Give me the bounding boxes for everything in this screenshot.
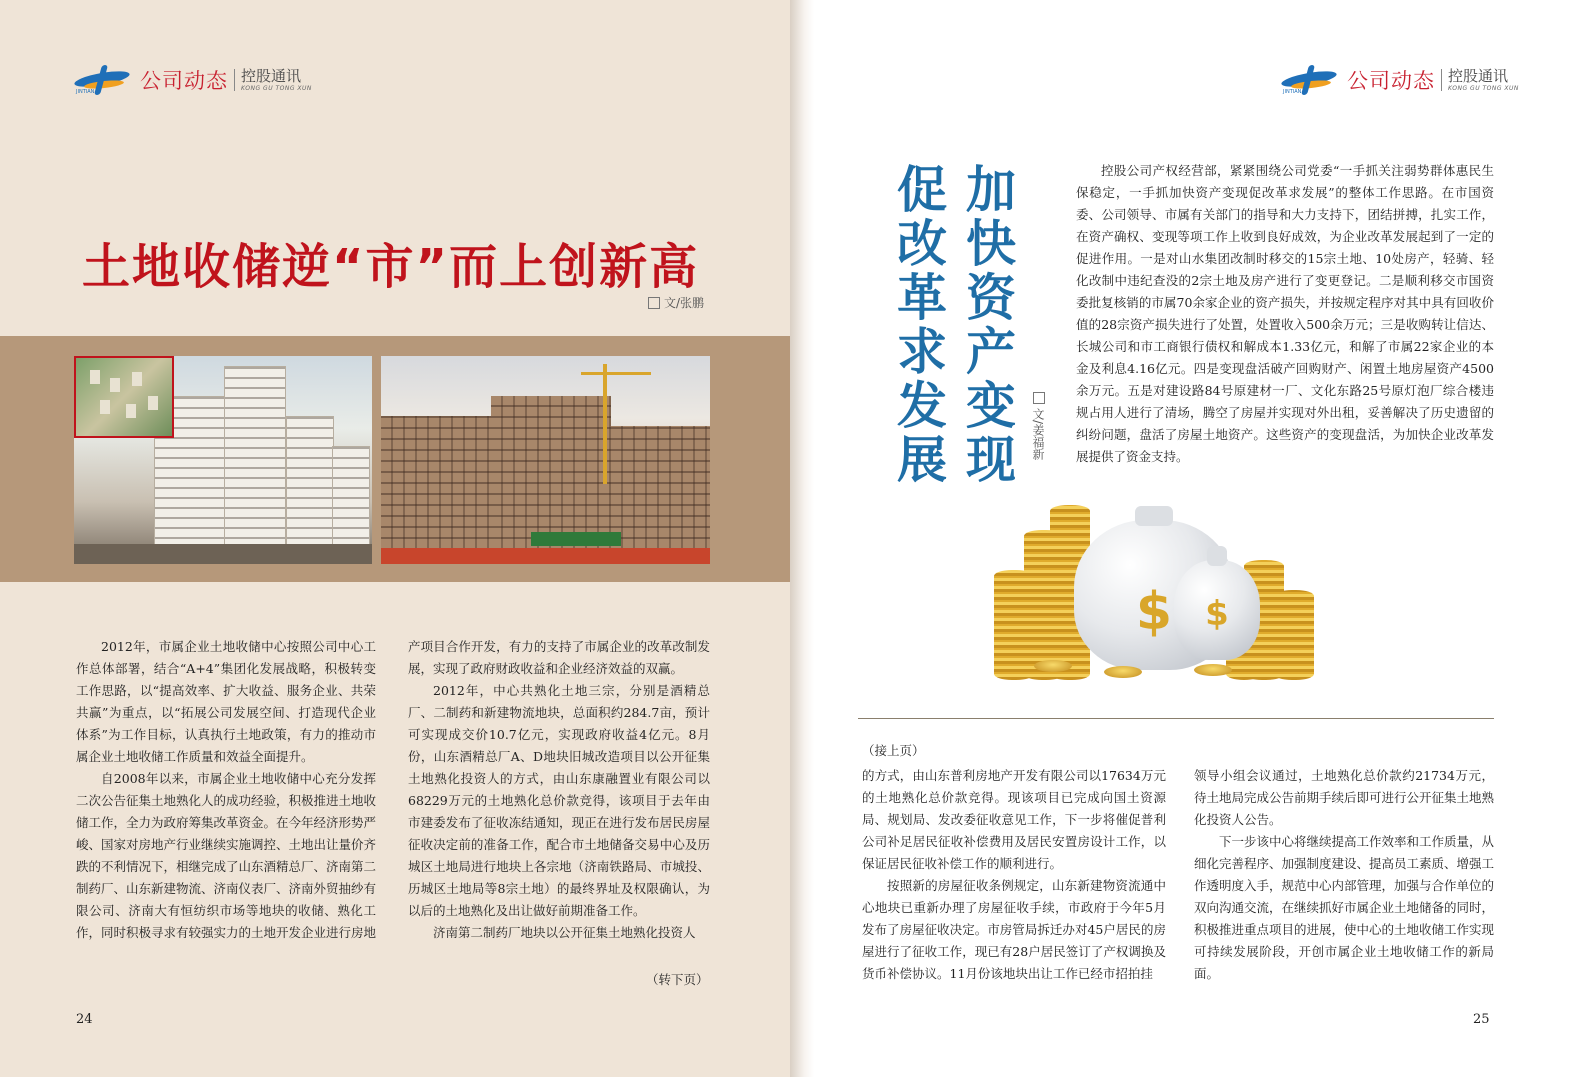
paragraph: 按照新的房屋征收条例规定，山东新建物资流通中心地块已重新办理了房屋征收手续，市政府于今年5月发布了房屋征收决定。市房管局拆迁办对45户居民的房屋进行了征收工作，现已有28户居民签订了产权调换及货币补偿协议。11月份该地块出让工作已经市招拍挂 bbox=[862, 878, 1166, 981]
section-name: 公司动态 bbox=[140, 69, 228, 93]
paragraph: 2012年，市属企业土地收储中心按照公司中心工作总体部署，结合“A+4”集团化发展战略，积极转变工作思路，以“提高效率、扩大收益、服务企业、共荣共赢”为重点，以“拓展公司发展空间、打造现代企业体系”为工作目标，认真执行土地政策，有力的推动市属企业土地收储工作质量和效益全面提升。 bbox=[76, 639, 376, 764]
paragraph: 领导小组会议通过，土地熟化总价款约21734万元，待土地局完成公告前期手续后即可进行公开征集土地熟化投资人公告。 bbox=[1194, 768, 1495, 827]
company-logo bbox=[74, 65, 136, 95]
article-title-line-2: 促改革求发展 bbox=[889, 163, 947, 487]
paragraph: 的方式，由山东普利房地产开发有限公司以17634万元的土地熟化总价款竞得。现该项目已完成向国土资源局、规划局、发改委征收意见工作，下一步将催促普利公司补足居民征收补偿费用及居民安置房设计工作，以保证居民征收补偿工作的顺利进行。 bbox=[862, 768, 1166, 871]
right-intro-text bbox=[1076, 160, 1494, 468]
logo-text: JINTIAN bbox=[76, 89, 95, 95]
publication-en: KONG GU TONG XUN bbox=[241, 84, 312, 92]
money-bags-illustration bbox=[994, 500, 1324, 680]
photo-residential-towers bbox=[74, 356, 372, 564]
byline-box-icon bbox=[1033, 392, 1045, 404]
left-page bbox=[0, 0, 790, 1077]
left-column-1 bbox=[76, 636, 376, 944]
right-column-2 bbox=[1194, 765, 1494, 985]
byline-text: 文/张鹏 bbox=[664, 296, 705, 310]
left-column-2 bbox=[408, 636, 710, 944]
left-header bbox=[74, 62, 312, 98]
publication-cn: 控股通讯 bbox=[1448, 66, 1509, 85]
money-bag-small bbox=[1174, 560, 1260, 660]
photo-model-inset bbox=[74, 356, 174, 438]
photo-construction-site bbox=[381, 356, 710, 564]
dollar-sign-icon: $ bbox=[1135, 582, 1173, 642]
byline-text: 文/姜福新 bbox=[1031, 408, 1045, 461]
paragraph: 产项目合作开发，有力的支持了市属企业的改革改制发展，实现了政府财政收益和企业经济效益的双赢。 bbox=[408, 639, 710, 676]
byline-box-icon bbox=[648, 297, 660, 309]
section-name: 公司动态 bbox=[1347, 69, 1435, 93]
continued-from-note: （接上页） bbox=[862, 743, 925, 758]
page-gutter bbox=[790, 0, 814, 1077]
article-title: 土地收储逆“市”而上创新高 bbox=[82, 239, 700, 295]
article-title-line-1: 加快资产变现 bbox=[958, 163, 1016, 487]
publication-en: KONG GU TONG XUN bbox=[1448, 84, 1519, 92]
paragraph: 2012年，中心共熟化土地三宗，分别是酒精总厂、二制药和新建物流地块，总面积约284.7亩，预计可实现成交价10.7亿元，实现政府收益4亿元。8月份，山东酒精总厂A、D地块旧城改造项目以公开征集土地熟化投资人的方式，由山东康融置业有限公司以68229万元的土地熟化总价款竞得，该项目于去年由市建委发布了征收冻结通知，现正在进行发布居民房屋征收决定前的准备工作，配合市土地储备交易中心及历城区土地局进行地块上各宗地（济南铁路局、市城投、历城区土地局等8宗土地）的最终界址及权限确认，为以后的土地熟化及出让做好前期准备工作。 bbox=[408, 683, 710, 918]
page-number-left: 24 bbox=[76, 1012, 93, 1027]
logo-text: JINTIAN bbox=[1283, 89, 1302, 95]
section-divider bbox=[858, 718, 1494, 719]
paragraph: 自2008年以来，市属企业土地收储中心充分发挥二次公告征集土地熟化人的成功经验，积极推进土地收储工作，全力为政府筹集改革资金。在今年经济形势严峻、国家对房地产行业继续实施调控、土地出让量价齐跌的不利情况下，相继完成了山东酒精总厂、济南第二制药厂、山东新建物流、济南仪表厂、济南外贸抽纱有限公司、济南大有恒纺织市场等地块的收储、熟化工作，同时积极寻求有较强实力的土地开发企业进行房地 bbox=[76, 771, 377, 940]
article-byline bbox=[648, 294, 704, 311]
article-byline bbox=[1030, 392, 1047, 460]
paragraph: 控股公司产权经营部，紧紧围绕公司党委“一手抓关注弱势群体惠民生保稳定，一手抓加快资产变现促改革求发展”的整体工作思路。在市国资委、公司领导、市属有关部门的指导和大力支持下，团结拼搏，扎实工作，在资产确权、变现等项工作上收到良好成效，为企业改革发展起到了一定的促进作用。一是对山水集团改制时移交的15宗土地、10处房产，轻骑、轻化改制中违纪查没的2宗土地及房产进行了变更登记。二是顺利移交市国资委批复核销的市属70余家企业的资产损失，并按规定程序对其中具有回收价值的28宗资产损失进行了处置，处置收入500余万元；三是收购转让信达、长城公司和市工商银行债权和解成本1.33亿元，和解了市属22家企业的本金及利息4.16亿元。四是变现盘活破产回购财产、闲置土地房屋资产4500余万元。五是对建设路84号原建材一厂、文化东路25号原灯泡厂综合楼违规占用人进行了清场，腾空了房屋并实现对外出租，妥善解决了历史遗留的纠纷问题，盘活了房屋土地资产。这些资产的变现盘活，为加快企业改革发展提供了资金支持。 bbox=[1076, 163, 1494, 464]
continued-next-note: （转下页） bbox=[646, 972, 709, 987]
company-logo bbox=[1281, 65, 1343, 95]
header-divider bbox=[234, 69, 235, 91]
page-number-right: 25 bbox=[1473, 1012, 1490, 1027]
right-header bbox=[1281, 62, 1519, 98]
dollar-sign-icon: $ bbox=[1205, 594, 1229, 634]
paragraph: 下一步该中心将继续提高工作效率和工作质量，从细化完善程序、加强制度建设、提高员工素质、增强工作透明度入手，规范中心内部管理，加强与合作单位的双向沟通交流，在继续抓好市属企业土地储备的同时，积极推进重点项目的进展，使中心的土地收储工作实现可持续发展阶段，开创市属企业土地收储工作的新局面。 bbox=[1194, 834, 1495, 981]
publication-name bbox=[241, 66, 312, 92]
publication-name bbox=[1448, 66, 1519, 92]
publication-cn: 控股通讯 bbox=[241, 66, 302, 85]
right-column-1 bbox=[862, 765, 1166, 985]
header-divider bbox=[1441, 69, 1442, 91]
paragraph: 济南第二制药厂地块以公开征集土地熟化投资人 bbox=[433, 925, 696, 940]
